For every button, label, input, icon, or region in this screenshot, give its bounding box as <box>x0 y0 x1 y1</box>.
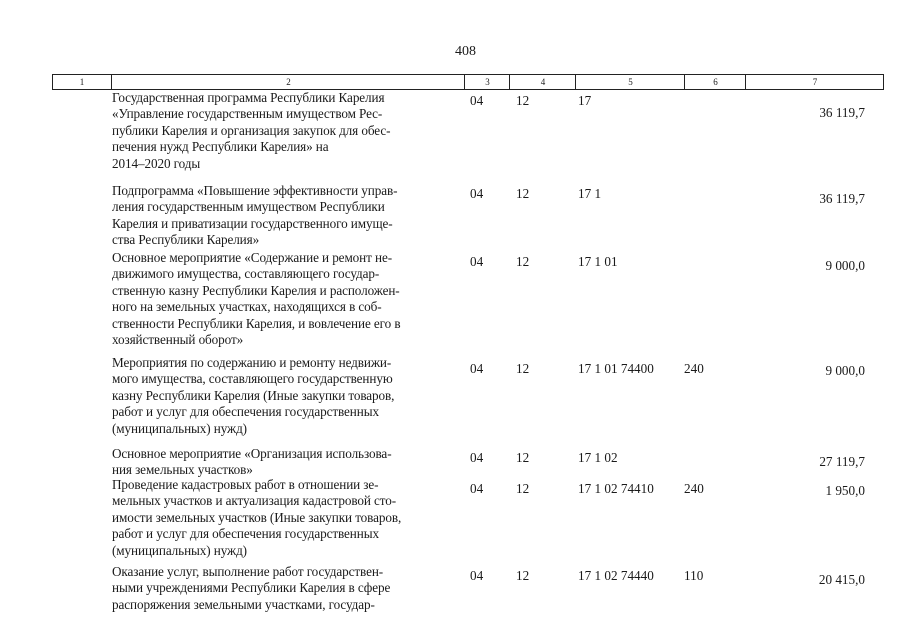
description-line: казну Республики Карелия (Иные закупки товаров, <box>112 387 395 403</box>
description-line: ными учреждениями Республики Карелия в сфере <box>112 580 391 596</box>
header-col-3: 3 <box>464 75 510 89</box>
cell-c6: 240 <box>684 361 704 376</box>
description-line: Оказание услуг, выполнение работ государствен- <box>112 564 384 579</box>
cell-c5: 17 1 02 74410 <box>578 481 654 496</box>
cell-c5: 17 1 01 <box>578 254 618 269</box>
description-line: публики Карелия и организация закупок для обес- <box>112 122 391 138</box>
header-col-7: 7 <box>745 75 884 89</box>
description-line: ного на земельных участках, находящихся в соб- <box>112 299 382 315</box>
cell-c5: 17 1 02 74440 <box>578 568 654 583</box>
cell-c5: 17 1 01 74400 <box>578 361 654 376</box>
cell-c4: 12 <box>516 361 530 376</box>
row-description <box>112 477 457 559</box>
cell-c3: 04 <box>470 450 484 465</box>
cell-c3: 04 <box>470 93 484 108</box>
description-line: ления государственным имуществом Республики <box>112 199 385 215</box>
cell-c7: 27 119,7 <box>819 454 865 469</box>
row-description <box>112 183 457 249</box>
cell-c4: 12 <box>516 186 530 201</box>
header-col-1: 1 <box>79 77 85 87</box>
description-line: Проведение кадастровых работ в отношении зе- <box>112 477 379 492</box>
description-line: движимого имущества, составляющего государ- <box>112 266 380 282</box>
cell-c4: 12 <box>516 481 530 496</box>
cell-c5: 17 1 <box>578 186 602 201</box>
cell-c5: 17 1 02 <box>578 450 618 465</box>
cell-c7: 36 119,7 <box>819 105 865 120</box>
cell-c3: 04 <box>470 254 484 269</box>
header-col-5: 5 <box>575 75 685 89</box>
cell-c7: 9 000,0 <box>825 363 865 378</box>
header-col-6: 6 <box>684 75 746 89</box>
description-line: ства Республики Карелия» <box>112 232 260 248</box>
cell-c4: 12 <box>516 568 530 583</box>
page-number: 408 <box>455 44 476 59</box>
description-line: мельных участков и актуализация кадастровой сто- <box>112 493 397 509</box>
row-description <box>112 446 457 479</box>
description-line: (муниципальных) нужд) <box>112 420 247 436</box>
cell-c3: 04 <box>470 361 484 376</box>
description-line: имости земельных участков (Иные закупки товаров, <box>112 509 402 525</box>
description-line: хозяйственный оборот» <box>112 332 244 348</box>
table-header-row <box>52 74 884 90</box>
description-line: печения нужд Республики Карелия» на <box>112 139 329 155</box>
description-line: 2014–2020 годы <box>112 155 201 171</box>
description-line: (муниципальных) нужд) <box>112 542 247 558</box>
header-col-2: 2 <box>111 75 465 89</box>
description-line: распоряжения земельными участками, государ- <box>112 596 375 612</box>
cell-c7: 9 000,0 <box>825 258 865 273</box>
cell-c6: 240 <box>684 481 704 496</box>
description-line: Карелия и приватизации государственного имуще- <box>112 215 393 231</box>
description-line: ственную казну Республики Карелия и расположен- <box>112 282 400 298</box>
cell-c6: 110 <box>684 568 704 583</box>
row-description <box>112 564 457 613</box>
description-line: Основное мероприятие «Содержание и ремонт не- <box>112 250 392 265</box>
cell-c7: 20 415,0 <box>818 572 865 587</box>
description-line: Мероприятия по содержанию и ремонту недвижи- <box>112 355 392 370</box>
description-line: Подпрограмма «Повышение эффективности управ- <box>112 183 398 198</box>
cell-c3: 04 <box>470 568 484 583</box>
row-description <box>112 355 457 437</box>
description-line: Основное мероприятие «Организация использова- <box>112 446 392 461</box>
row-description <box>112 250 457 348</box>
cell-c4: 12 <box>516 93 530 108</box>
description-line: ния земельных участков» <box>112 462 253 478</box>
header-col-4: 4 <box>509 75 576 89</box>
row-description <box>112 90 457 172</box>
description-line: работ и услуг для обеспечения государственных <box>112 526 379 542</box>
description-line: «Управление государственным имуществом Рес- <box>112 106 383 122</box>
description-line: работ и услуг для обеспечения государственных <box>112 404 379 420</box>
description-line: Государственная программа Республики Карелия <box>112 90 385 105</box>
cell-c3: 04 <box>470 481 484 496</box>
cell-c7: 1 950,0 <box>825 483 865 498</box>
cell-c5: 17 <box>578 93 592 108</box>
cell-c4: 12 <box>516 450 530 465</box>
cell-c4: 12 <box>516 254 530 269</box>
description-line: мого имущества, составляющего государственную <box>112 371 393 387</box>
cell-c7: 36 119,7 <box>819 191 865 206</box>
description-line: ственности Республики Карелия, и вовлечение его в <box>112 315 401 331</box>
cell-c3: 04 <box>470 186 484 201</box>
